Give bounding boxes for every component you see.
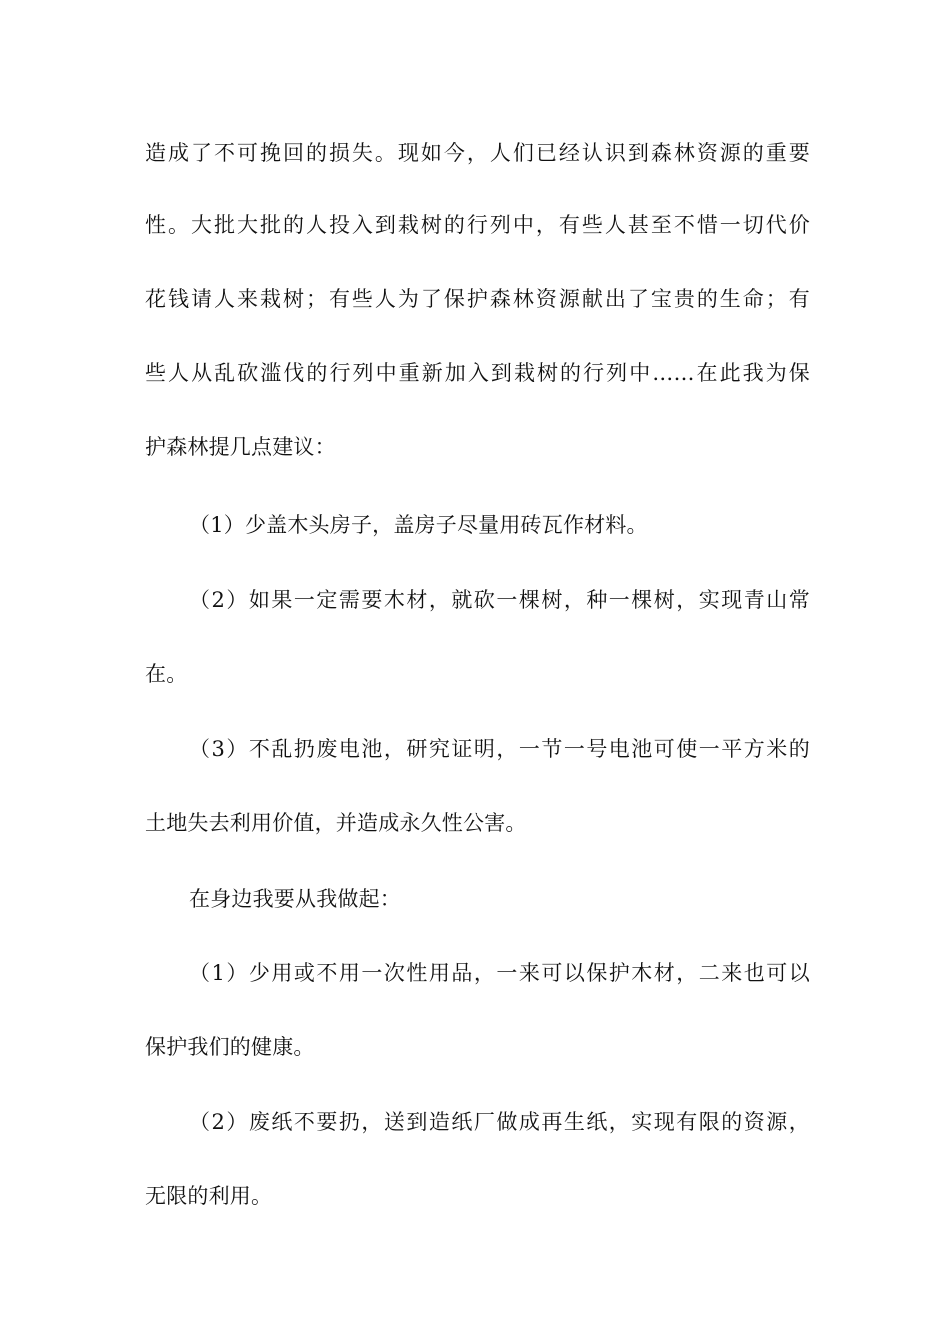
body-text-line: 无限的利用。 (145, 1184, 273, 1208)
suggestion-item: （2）如果一定需要木材，就砍一棵树，种一棵树，实现青山常 (189, 588, 810, 612)
body-text-line: 性。大批大批的人投入到栽树的行列中，有些人甚至不惜一切代价 (145, 213, 810, 237)
suggestion-item: （3）不乱扔废电池，研究证明，一节一号电池可使一平方米的 (189, 737, 810, 761)
body-text-line: 土地失去利用价值，并造成永久性公害。 (145, 811, 527, 835)
section-heading: 在身边我要从我做起： (189, 887, 401, 911)
body-text-line: 花钱请人来栽树；有些人为了保护森林资源献出了宝贵的生命；有 (145, 287, 810, 311)
body-text-line: 造成了不可挽回的损失。现如今，人们已经认识到森林资源的重要 (145, 141, 810, 165)
action-item: （1）少用或不用一次性用品，一来可以保护木材，二来也可以 (189, 961, 810, 985)
body-text-line: 护森林提几点建议： (145, 435, 336, 459)
body-text-line: 些人从乱砍滥伐的行列中重新加入到栽树的行列中……在此我为保 (145, 361, 810, 385)
suggestion-item: （1）少盖木头房子，盖房子尽量用砖瓦作材料。 (189, 513, 648, 537)
body-text-line: 在。 (145, 662, 188, 686)
action-item: （2）废纸不要扔，送到造纸厂做成再生纸，实现有限的资源， (189, 1110, 810, 1134)
body-text-line: 保护我们的健康。 (145, 1035, 315, 1059)
